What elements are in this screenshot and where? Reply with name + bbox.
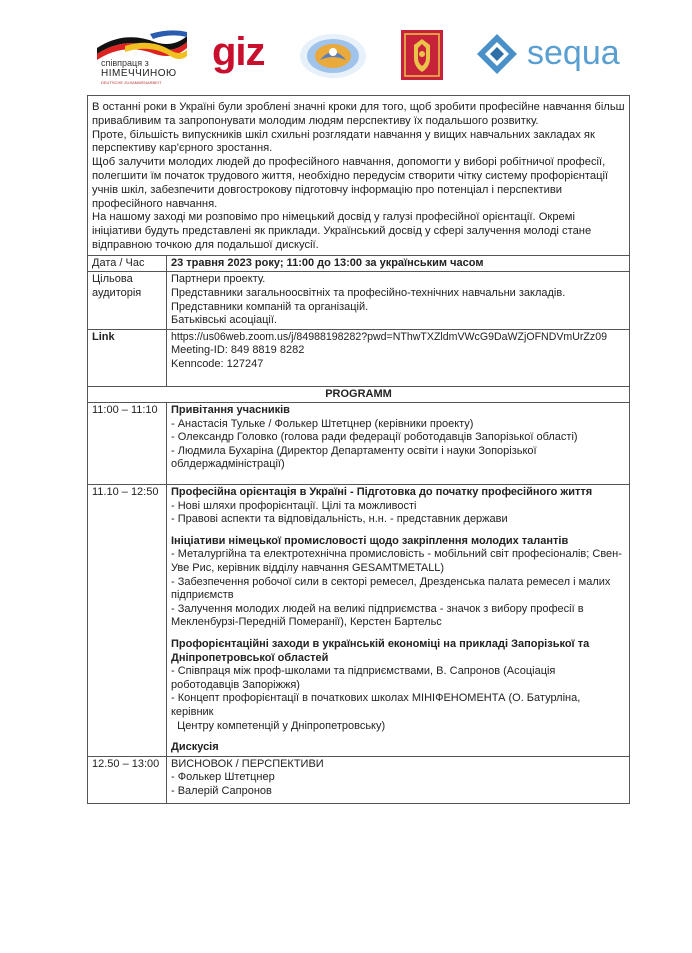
session-item: - Залучення молодих людей на великі підприємства - значок з вибору професії в Мекленбурзі-Передній Померанії), Керстен Бартельс xyxy=(171,602,584,629)
program-session-welcome xyxy=(88,403,629,485)
coat-of-arms-logo xyxy=(401,30,443,80)
program-session-main xyxy=(88,485,629,757)
agenda-table xyxy=(88,256,629,803)
session-time: 11:00 – 11:10 xyxy=(88,403,167,485)
intro-paragraph: Проте, більшість випускників шкіл схильні розглядати навчання у вищих навчальних закладах як перспективу кар'єрного зростання. xyxy=(92,128,595,155)
session-item: - Валерій Сапронов xyxy=(171,784,272,797)
discussion-label: Дискусія xyxy=(171,741,219,754)
session-item: - Забезпечення робочої сили в секторі ремесел, Дрезденська палата ремесел і малих підприємств xyxy=(171,575,611,602)
audience-line: Представники компаній та організацій. xyxy=(171,300,369,313)
session-title: Професійна орієнтація в Україні - Підготовка до початку професійного життя xyxy=(171,486,593,499)
audience-line: Батьківські асоціації. xyxy=(171,314,277,327)
audience-row xyxy=(88,272,629,329)
session-content xyxy=(167,485,630,757)
audience-label: Цільова аудиторія xyxy=(88,272,167,329)
link-row xyxy=(88,329,629,386)
session-subtitle: Ініціативи німецької промисловості щодо закріплення молодих талантів xyxy=(171,534,569,547)
session-title: ВИСНОВОК / ПЕРСПЕКТИВИ xyxy=(171,757,324,770)
date-row xyxy=(88,256,629,272)
sequa-diamond-icon xyxy=(475,32,519,76)
program-heading: PROGRAMM xyxy=(88,386,629,403)
session-time: 12.50 – 13:00 xyxy=(88,756,167,802)
logo-bar xyxy=(0,0,692,100)
cooperation-small-text: DEUTSCHE ZUSAMMENARBEIT xyxy=(101,80,162,85)
session-item: - Співпраця між проф-школами та підприємствами, В. Сапронов (Асоціація роботодавців Запоріжжя) xyxy=(171,665,556,691)
giz-logo: giz xyxy=(212,30,265,74)
session-content xyxy=(167,403,630,485)
date-value: 23 травня 2023 року; 11:00 до 13:00 за українським часом xyxy=(167,256,630,272)
audience-value xyxy=(167,272,630,329)
cooperation-country: НІМЕЧЧИНОЮ xyxy=(101,68,177,79)
session-item: - Людмила Бухаріна (Директор Департаменту освіти і науки Зопорізької облдержадміністрації) xyxy=(171,444,537,471)
session-content xyxy=(167,756,630,802)
emblem-icon xyxy=(298,32,368,80)
agenda-document xyxy=(87,95,630,804)
intro-paragraph: Щоб залучити молодих людей до професійного навчання, допомогти у виборі робітничої професії, полегшити їм початок трудового життя, необхідно передусім створити чітку систему профорієнтації учнів шкіл, забезпечити довгострокову підготовчу інформацію про потенціал і перспективи професійного навчання. xyxy=(92,156,609,210)
session-item: - Анастасія Тульке / Фолькер Штетцнер (керівники проекту) xyxy=(171,417,474,430)
intro-paragraph: На нашому заході ми розповімо про німецький досвід у галузі професійної орієнтації. Окремі ініціативи будуть представлені як приклади. Український досвід у сфері залучення молоді стане відправною точкою для подальшої дискусії. xyxy=(92,211,592,251)
session-item: - Металургійна та електротехнічна промисловість - мобільний світ професіоналів; Свен-Уве Рис, керівник відділу навчання GESAMTMETALL) xyxy=(171,548,622,575)
meeting-passcode: Kenncode: 127247 xyxy=(171,357,264,370)
session-title: Привітання учасників xyxy=(171,404,290,417)
intro-paragraph: В останні роки в Україні були зроблені значні кроки для того, щоб зробити професійне навчання більш привабливим та запропонувати молодим людям перспективу їх подальшого розвитку. xyxy=(92,101,625,127)
zoom-link[interactable]: https://us06web.zoom.us/j/84988198282?pwd=NThwTXZldmVWcG9DaWZjOFNDVmUrZz09 xyxy=(171,330,607,343)
cooperation-text: співпраця з xyxy=(101,58,149,68)
session-item: - Фолькер Штетцнер xyxy=(171,771,275,784)
audience-line: Представники загальноосвітніх та професійно-технічних навчальни закладів. xyxy=(171,286,566,299)
audience-line: Партнери проекту. xyxy=(171,273,266,286)
session-item: - Концепт профорієнтації в початкових школах МІНІФЕНОМЕНТА (О. Батурліна, керівник xyxy=(171,692,581,718)
meeting-id: Meeting-ID: 849 8819 8282 xyxy=(171,344,305,357)
session-time: 11.10 – 12:50 xyxy=(88,485,167,757)
session-item: Центру компетенцій у Дніпропетровську) xyxy=(171,719,386,732)
session-item: - Нові шляхи профорієнтації. Цілі та можливості xyxy=(171,499,417,512)
sequa-wordmark: sequa xyxy=(527,34,620,72)
session-item: - Правові аспекти та відповідальність, н.н. - представник держави xyxy=(171,513,508,526)
session-subtitle: Профорієнтаційні заходи в українській економіці на прикладі Запорізької та Дніпропетровської областей xyxy=(171,638,590,664)
session-item: - Олександр Головко (голова ради федерації роботодавців Запорізької області) xyxy=(171,431,578,444)
cooperation-germany-logo xyxy=(95,28,190,88)
coat-of-arms-icon xyxy=(401,30,443,80)
date-label: Дата / Час xyxy=(88,256,167,272)
sequa-logo xyxy=(475,32,635,80)
program-session-conclusion xyxy=(88,756,629,802)
round-emblem-logo xyxy=(298,32,368,80)
intro-section xyxy=(88,96,629,256)
link-label: Link xyxy=(88,329,167,386)
link-value xyxy=(167,329,630,386)
program-heading-row xyxy=(88,386,629,403)
